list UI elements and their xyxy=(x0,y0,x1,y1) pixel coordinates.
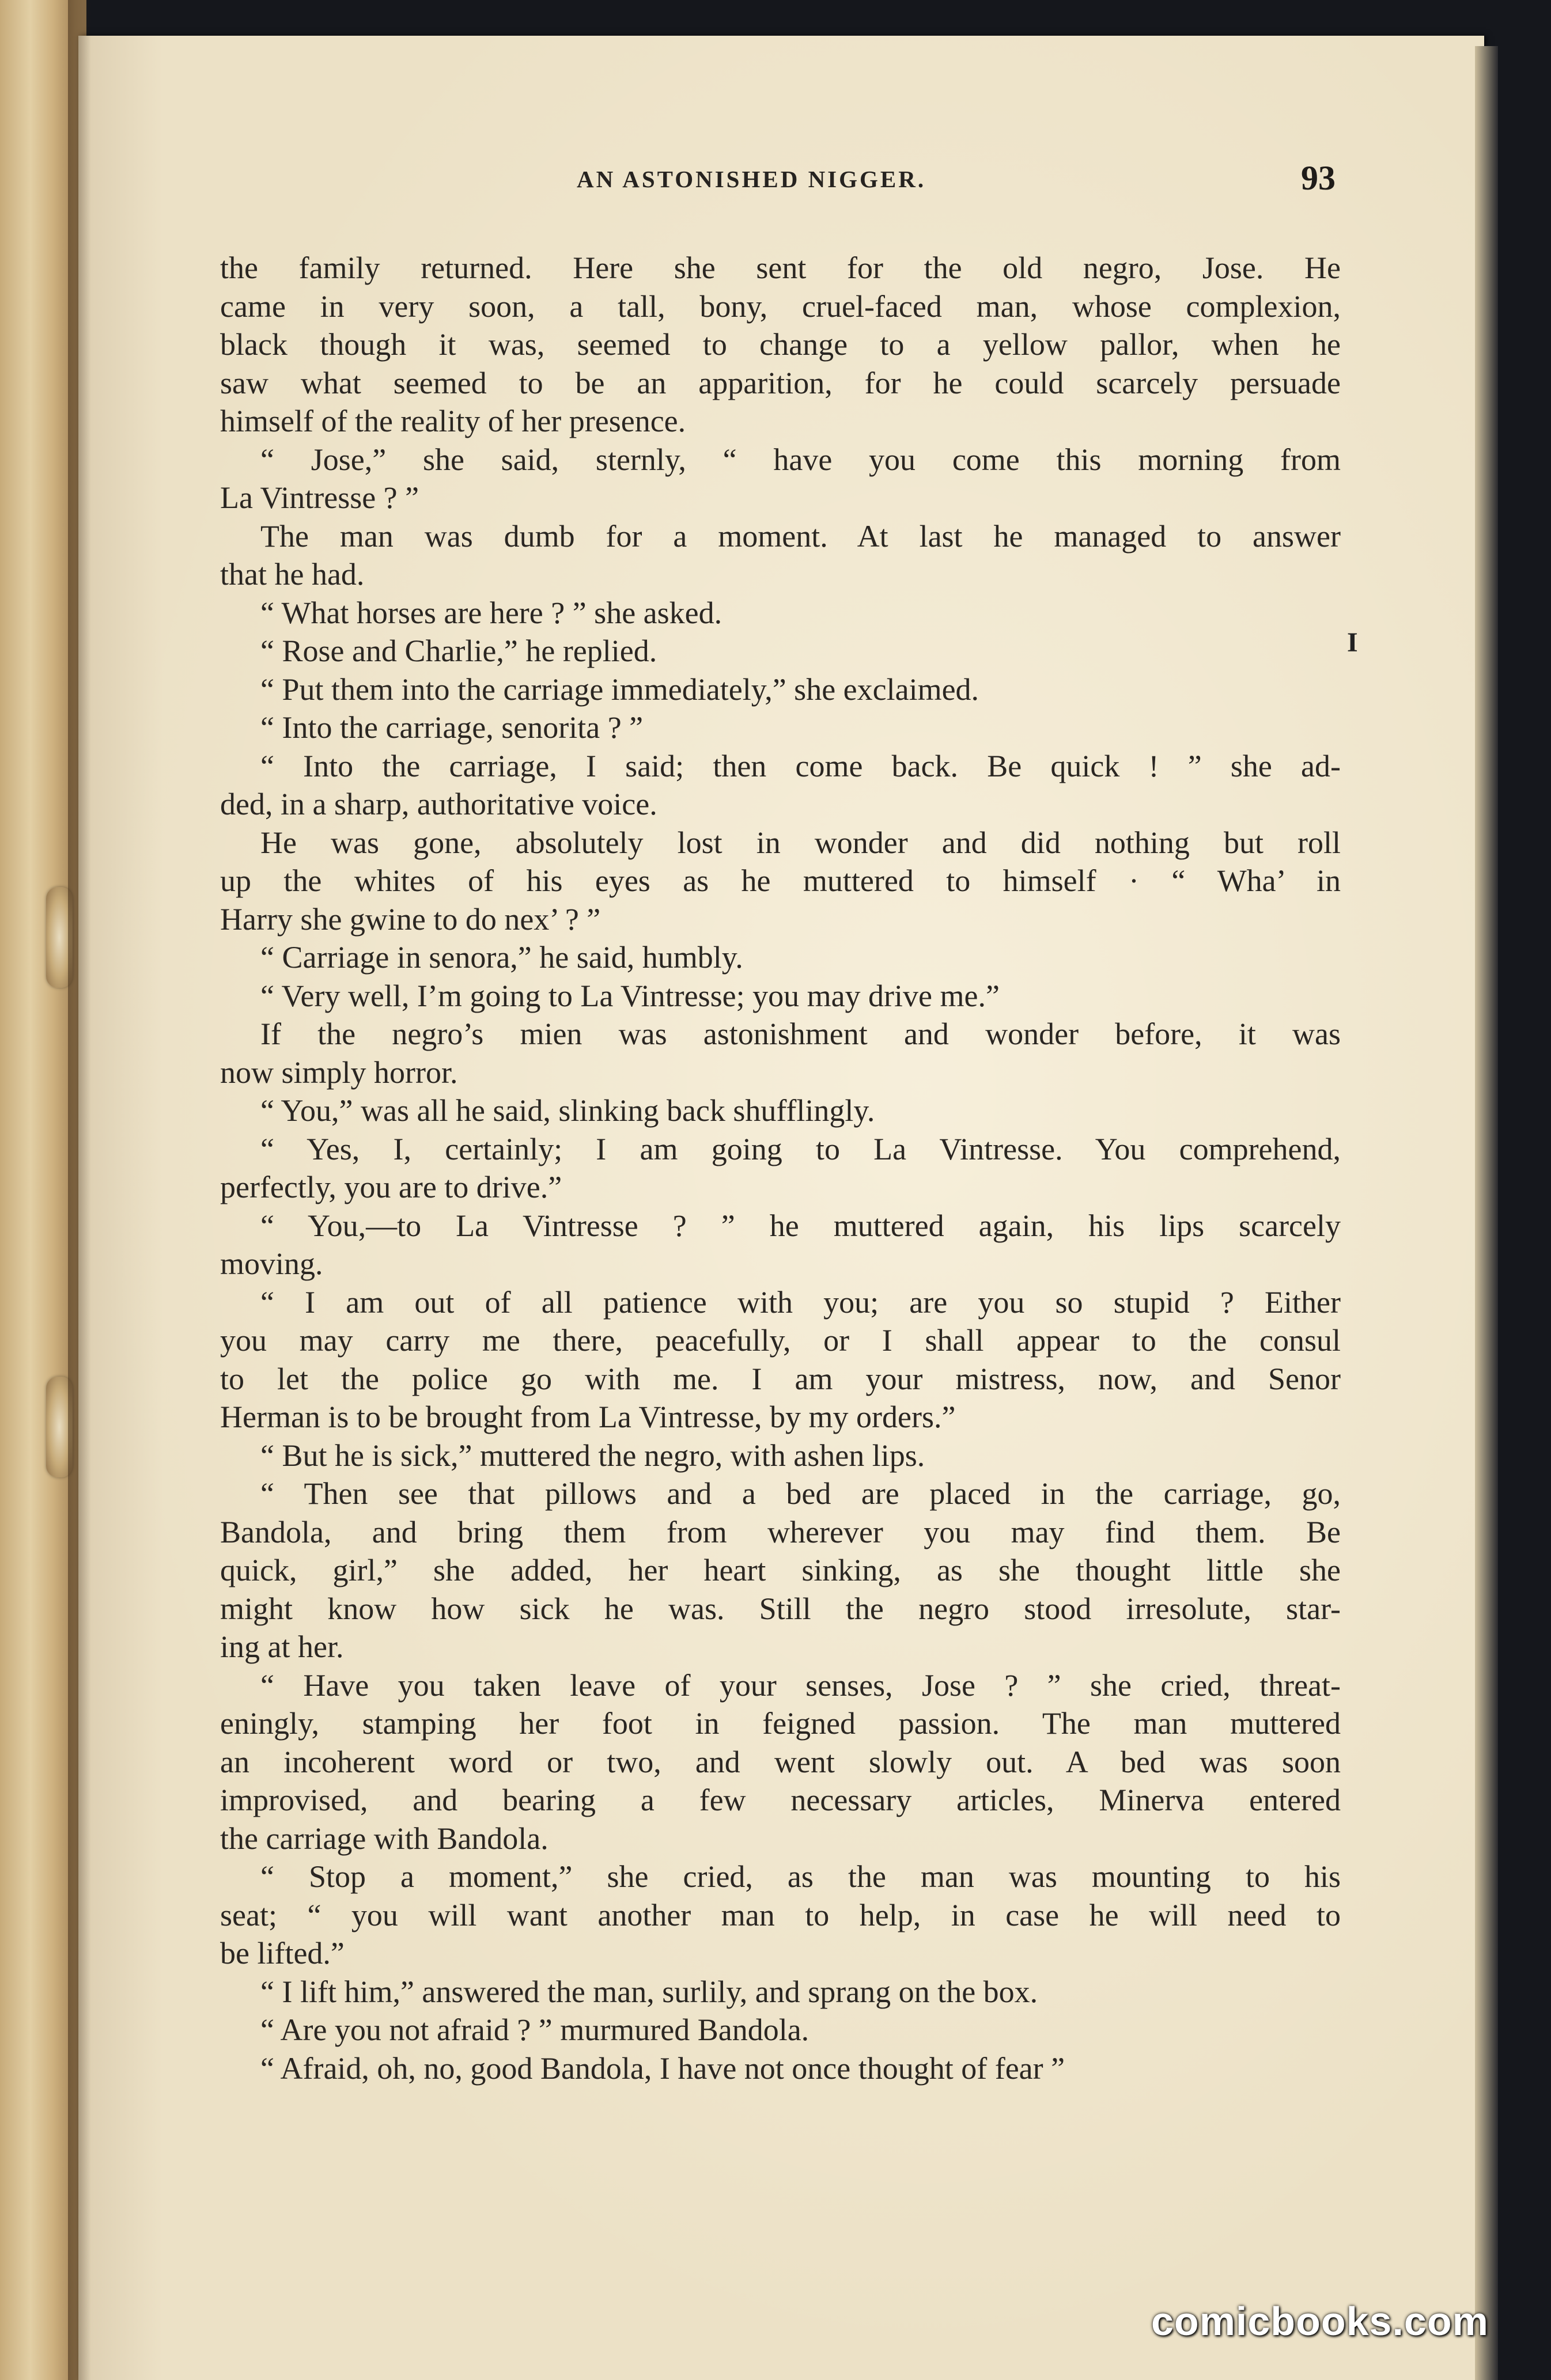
text-line: might know how sick he was. Still the negro stood irresolute, star- xyxy=(220,1591,1341,1626)
text-line: improvised, and bearing a few necessary articles, Minerva entered xyxy=(220,1783,1341,1817)
text-line: ded, in a sharp, authoritative voice. xyxy=(220,787,657,821)
margin-mark: I xyxy=(1347,627,1358,658)
text-line: “ Very well, I’m going to La Vintresse; you may drive me.” xyxy=(260,978,1000,1013)
text-line: Herman is to be brought from La Vintresse, by my orders.” xyxy=(220,1400,956,1434)
text-line: the carriage with Bandola. xyxy=(220,1821,548,1856)
text-line: “ Yes, I, certainly; I am going to La Vintresse. You comprehend, xyxy=(260,1131,1341,1166)
text-line: ing at her. xyxy=(220,1629,344,1664)
text-line: “ Are you not afraid ? ” murmured Bandola. xyxy=(260,2013,809,2047)
text-line: “ Stop a moment,” she cried, as the man was mounting to his xyxy=(260,1859,1341,1894)
text-line: the family returned. Here she sent for the old negro, Jose. He xyxy=(220,251,1341,285)
text-line: “ I am out of all patience with you; are you so stupid ? Either xyxy=(260,1284,1341,1320)
text-line: up the whites of his eyes as he muttered to himself · “ Wha’ in xyxy=(220,863,1341,898)
page-number: 93 xyxy=(1301,159,1336,197)
text-line: “ Afraid, oh, no, good Bandola, I have not once thought of fear ” xyxy=(260,2051,1065,2086)
gutter-shadow xyxy=(68,0,91,2380)
text-line: He was gone, absolutely lost in wonder and did nothing but roll xyxy=(260,825,1341,860)
text-line: you may carry me there, peacefully, or I shall appear to the consul xyxy=(220,1323,1341,1358)
text-line: La Vintresse ? ” xyxy=(220,480,419,515)
text-line: “ I lift him,” answered the man, surlily, and sprang on the box. xyxy=(260,1974,1038,2009)
text-line: Bandola, and bring them from wherever you may find them. Be xyxy=(220,1514,1341,1549)
text-line: Harry she gwine to do nex’ ? ” xyxy=(220,901,601,937)
text-line: “ Jose,” she said, sternly, “ have you come this morning from xyxy=(260,442,1341,477)
site-watermark: comicbooks.com xyxy=(1151,2299,1489,2344)
text-line: perfectly, you are to drive.” xyxy=(220,1170,562,1204)
text-line: “ Carriage in senora,” he said, humbly. xyxy=(260,940,743,975)
text-line: quick, girl,” she added, her heart sinking, as she thought little she xyxy=(220,1553,1341,1587)
page-edge xyxy=(1475,46,1498,2380)
text-line: now simply horror. xyxy=(220,1055,458,1090)
text-line: “ What horses are here ? ” she asked. xyxy=(260,595,722,630)
text-line: “ Into the carriage, senorita ? ” xyxy=(260,710,644,745)
text-line: to let the police go with me. I am your mistress, now, and Senor xyxy=(220,1361,1341,1396)
text-line: saw what seemed to be an apparition, for he could scarcely persuade xyxy=(220,365,1341,400)
text-line: “ Have you taken leave of your senses, Jose ? ” she cried, threat- xyxy=(260,1667,1341,1703)
text-line: The man was dumb for a moment. At last he managed to answer xyxy=(260,518,1341,554)
text-line: an incoherent word or two, and went slowly out. A bed was soon xyxy=(220,1744,1341,1779)
text-line: If the negro’s mien was astonishment and wonder before, it was xyxy=(260,1017,1341,1051)
text-line: “ Put them into the carriage immediately,” she exclaimed. xyxy=(260,672,979,707)
running-head: AN ASTONISHED NIGGER. xyxy=(577,166,926,192)
text-line: black though it was, seemed to change to a yellow pallor, when he xyxy=(220,327,1341,362)
text-line: be lifted.” xyxy=(220,1936,345,1970)
text-line: moving. xyxy=(220,1246,323,1281)
text-line: “ Into the carriage, I said; then come back. Be quick ! ” she ad- xyxy=(260,748,1341,783)
text-line: eningly, stamping her foot in feigned passion. The man muttered xyxy=(220,1706,1341,1741)
text-line: came in very soon, a tall, bony, cruel-faced man, whose complexion, xyxy=(220,289,1341,324)
text-line: “ You,” was all he said, slinking back shufflingly. xyxy=(260,1093,875,1128)
text-line: “ Then see that pillows and a bed are placed in the carriage, go, xyxy=(260,1476,1341,1511)
text-line: seat; “ you will want another man to help, in case he will need to xyxy=(220,1897,1341,1932)
text-line: himself of the reality of her presence. xyxy=(220,404,686,438)
text-line: “ But he is sick,” muttered the negro, with ashen lips. xyxy=(260,1438,925,1473)
text-line: that he had. xyxy=(220,557,365,592)
text-line: “ You,—to La Vintresse ? ” he muttered again, his lips scarcely xyxy=(260,1208,1341,1243)
text-line: “ Rose and Charlie,” he replied. xyxy=(260,634,657,668)
body-text xyxy=(220,249,1341,2087)
